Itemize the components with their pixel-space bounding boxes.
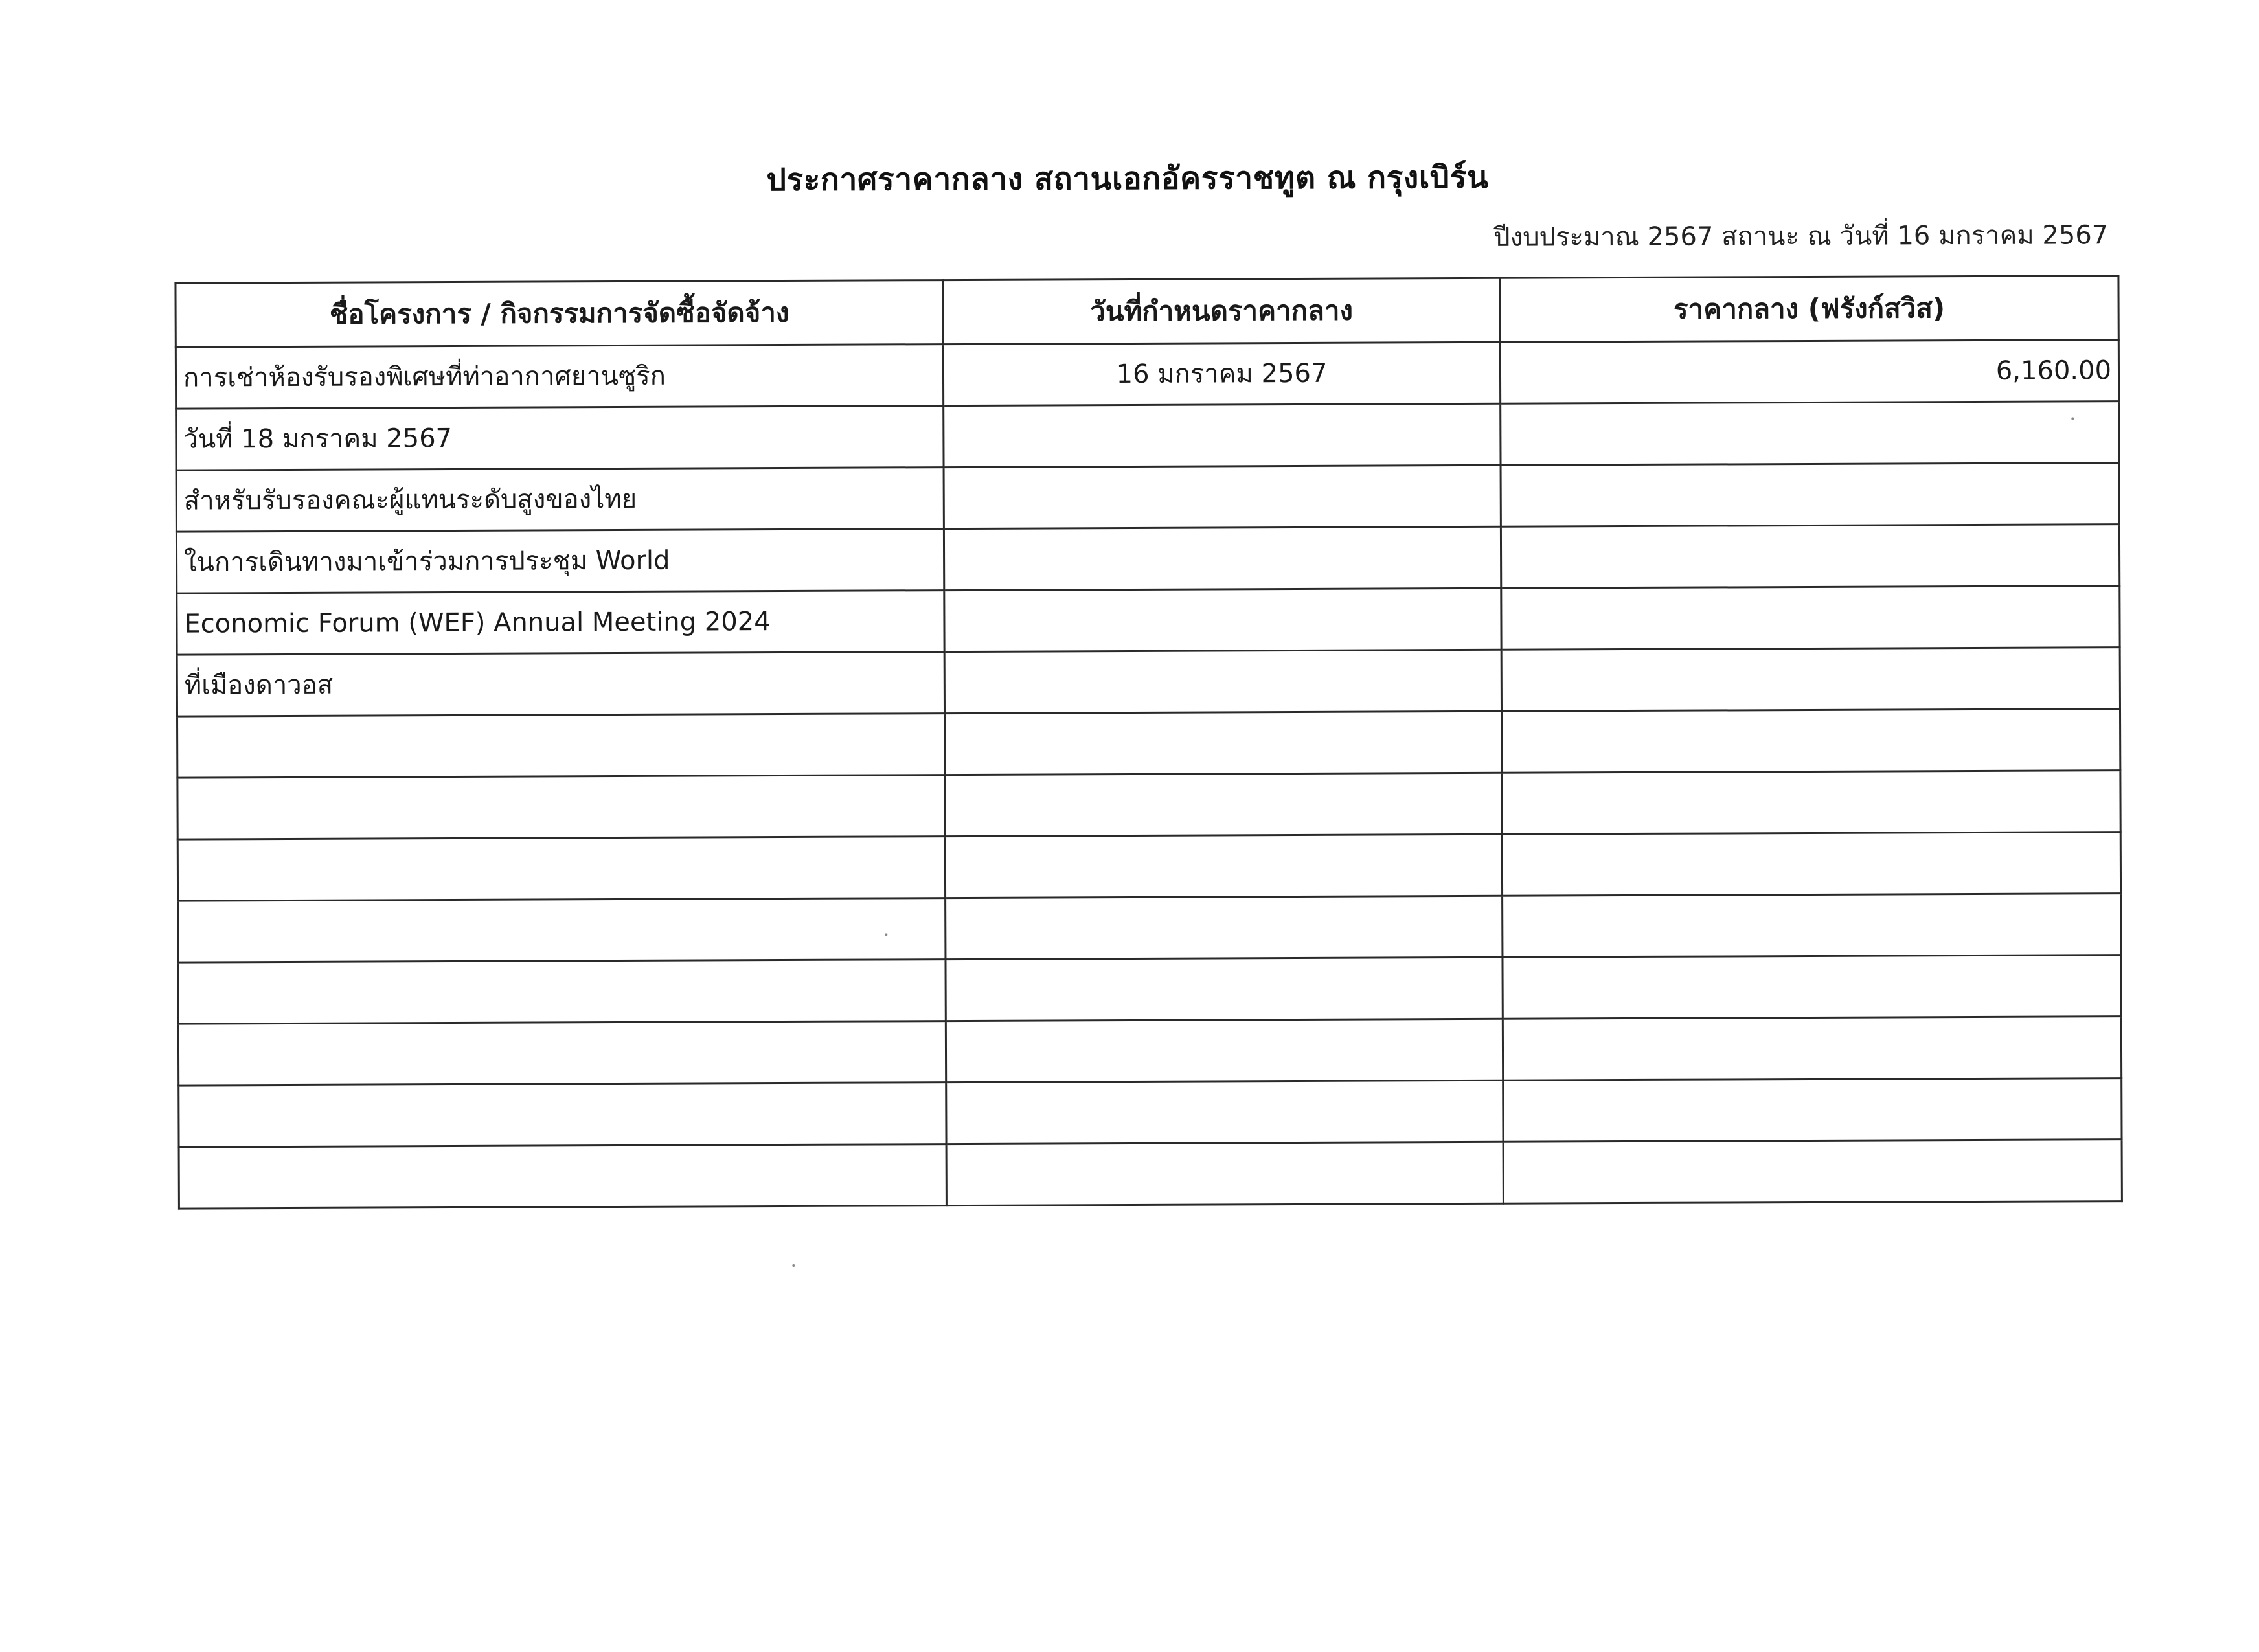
cell-project: วันที่ 18 มกราคม 2567 (176, 406, 944, 471)
cell-project (177, 714, 945, 778)
cell-price (1503, 1078, 2122, 1142)
cell-price (1503, 894, 2121, 958)
table-row (176, 525, 2119, 594)
table-row (178, 955, 2121, 1024)
scan-speck (792, 1264, 795, 1267)
cell-project (177, 837, 945, 901)
cell-project (177, 775, 945, 840)
cell-date (944, 526, 1501, 590)
cell-price (1501, 463, 2119, 527)
reference-price-table (174, 275, 2122, 1210)
table-row (179, 1140, 2122, 1209)
cell-price (1503, 955, 2121, 1019)
cell-date (946, 957, 1503, 1021)
cell-date (945, 773, 1502, 836)
cell-date (944, 465, 1501, 528)
cell-project: สำหรับรับรองคณะผู้แทนระดับสูงของไทย (176, 468, 944, 532)
cell-date: 16 มกราคม 2567 (943, 342, 1500, 405)
table-row (176, 463, 2119, 532)
table-row (179, 1078, 2122, 1148)
cell-project: การเช่าห้องรับรองพิเศษที่ท่าอากาศยานซูริก (176, 345, 943, 409)
scan-speck (885, 933, 887, 936)
cell-date (946, 1080, 1503, 1144)
cell-project (178, 898, 946, 963)
table-header-row (176, 276, 2118, 348)
table-row (178, 894, 2121, 963)
cell-date (944, 650, 1501, 713)
cell-price (1501, 402, 2119, 466)
table-row (177, 832, 2120, 901)
cell-price (1501, 525, 2119, 589)
table-row (177, 709, 2120, 778)
cell-date (944, 588, 1501, 651)
scan-speck (2071, 417, 2074, 420)
cell-date (945, 834, 1502, 898)
header-date: วันที่กำหนดราคากลาง (943, 278, 1500, 344)
cell-date (946, 1019, 1503, 1082)
cell-price (1502, 771, 2120, 835)
table-row (178, 1017, 2121, 1086)
cell-date (946, 1142, 1503, 1205)
cell-project (178, 1021, 946, 1086)
cell-price (1502, 832, 2120, 896)
table-row (177, 771, 2120, 840)
cell-price (1503, 1140, 2122, 1204)
header-price: ราคากลาง (ฟรังก์สวิส) (1500, 276, 2118, 343)
cell-project: ในการเดินทางมาเข้าร่วมการประชุม World (176, 529, 944, 594)
table-row (176, 340, 2118, 409)
cell-project (179, 1144, 946, 1209)
cell-date (946, 896, 1503, 959)
cell-price (1501, 586, 2120, 650)
cell-price: 6,160.00 (1500, 340, 2118, 404)
cell-date (944, 403, 1501, 467)
cell-date (945, 711, 1502, 775)
cell-project: ที่เมืองดาวอส (177, 652, 944, 717)
table-row (177, 648, 2120, 717)
table-row (176, 402, 2119, 471)
header-project: ชื่อโครงการ / กิจกรรมการจัดซื้อจัดจ้าง (176, 280, 943, 348)
cell-price (1501, 648, 2120, 712)
cell-price (1503, 1017, 2121, 1081)
status-subtitle: ปีงบประมาณ 2567 สถานะ ณ วันที่ 16 มกราคม 2567 (1493, 220, 2109, 253)
cell-project: Economic Forum (WEF) Annual Meeting 2024 (177, 591, 944, 655)
page-title: ประกาศราคากลาง สถานเอกอัครราชทูต ณ กรุงเบิร์น (766, 159, 1489, 199)
table-row (177, 586, 2120, 655)
cell-project (179, 1083, 946, 1148)
cell-price (1501, 709, 2120, 773)
cell-project (178, 960, 946, 1024)
